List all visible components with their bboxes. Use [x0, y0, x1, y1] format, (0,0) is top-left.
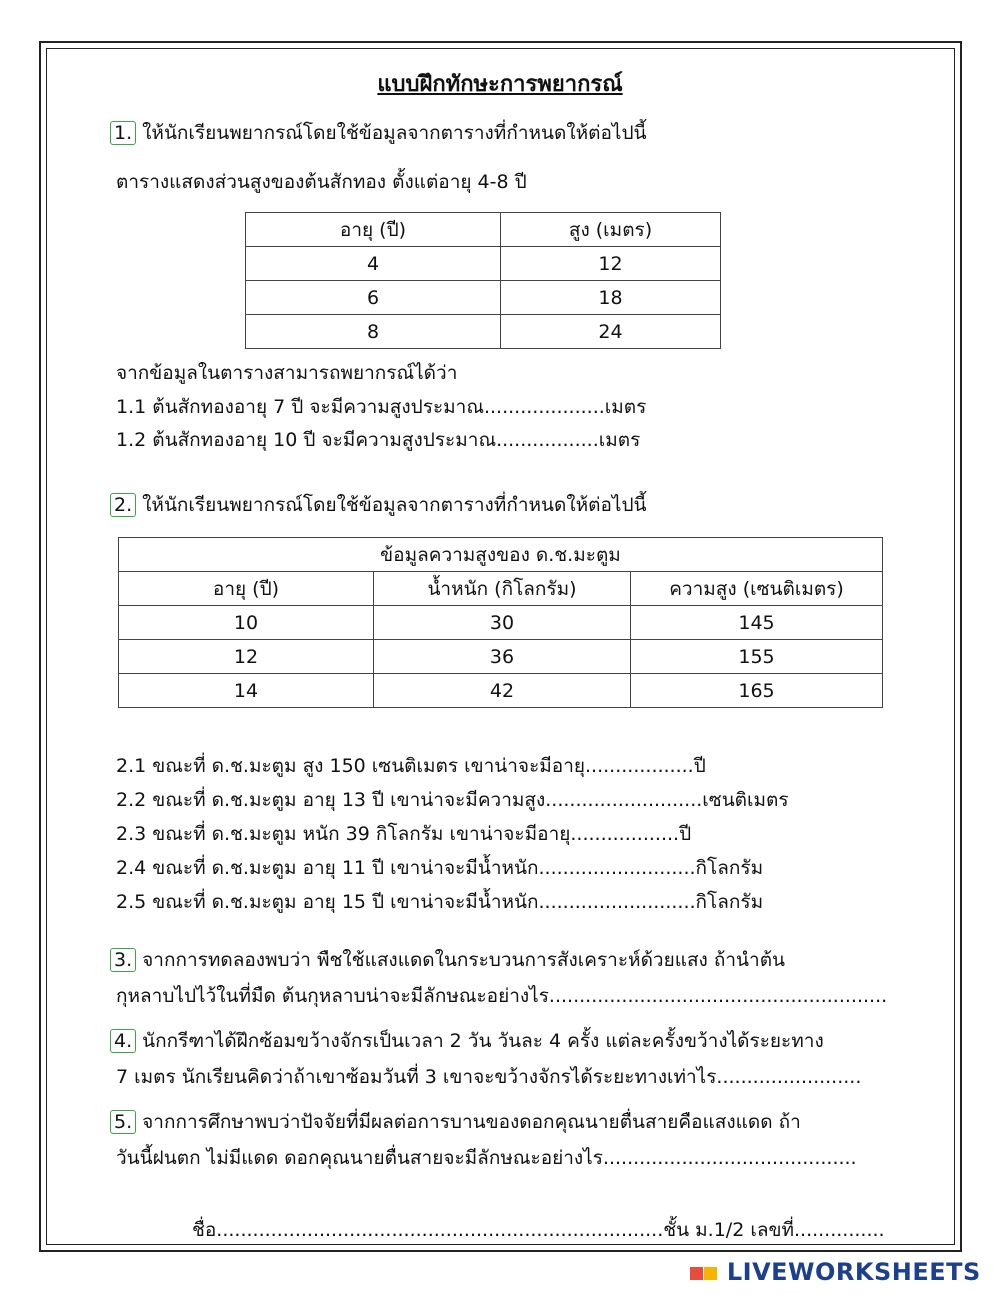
table-row: [119, 572, 883, 606]
table-row: [246, 213, 721, 247]
table-cell: 42: [374, 674, 631, 708]
table-cell: 12: [501, 247, 721, 281]
table-cell: 4: [246, 247, 501, 281]
table-header: อายุ (ปี): [246, 213, 501, 247]
q1-item-1[interactable]: 1.1 ต้นสักทองอายุ 7 ปี จะมีความสูงประมาณ....................เมตร: [116, 396, 647, 418]
q2-item-4[interactable]: 2.4 ขณะที่ ด.ช.มะตูม อายุ 11 ปี เขาน่าจะมีน้ำหนัก..........................กิโลกรัม: [116, 857, 764, 879]
q1-lead: จากข้อมูลในตารางสามารถพยากรณ์ได้ว่า: [116, 362, 458, 384]
table-row: [119, 538, 883, 572]
q1-table: [245, 212, 721, 349]
q3-line-1: 3. จากการทดลองพบว่า พืชใช้แสงแดดในกระบวนการสังเคราะห์ด้วยแสง ถ้านำต้น: [110, 948, 785, 972]
q4-line-1: 4. นักกรีฑาได้ฝึกซ้อมขว้างจักรเป็นเวลา 2 วัน วันละ 4 ครั้ง แต่ละครั้งขว้างได้ระยะทาง: [110, 1029, 824, 1053]
q2-table: [118, 537, 883, 708]
q4-number: 4.: [110, 1029, 136, 1053]
table-row: [246, 247, 721, 281]
table-cell: 8: [246, 315, 501, 349]
table-header: อายุ (ปี): [119, 572, 374, 606]
q3-number: 3.: [110, 948, 136, 972]
q3-line-2[interactable]: กุหลาบไปไว้ในที่มืด ต้นกุหลาบน่าจะมีลักษณะอย่างไร........................................................: [116, 985, 888, 1007]
table-cell: 165: [631, 674, 883, 708]
table-row: [246, 315, 721, 349]
brand-text: LIVEWORKSHEETS: [726, 1258, 981, 1286]
table-cell: 36: [374, 640, 631, 674]
q2-item-1[interactable]: 2.1 ขณะที่ ด.ช.มะตูม สูง 150 เซนติเมตร เขาน่าจะมีอายุ..................ปี: [116, 755, 706, 777]
liveworksheets-logo: [690, 1258, 981, 1286]
table-cell: 18: [501, 281, 721, 315]
table-header: น้ำหนัก (กิโลกรัม): [374, 572, 631, 606]
page-title: แบบฝึกทักษะการพยากรณ์: [377, 72, 623, 97]
table-header: สูง (เมตร): [501, 213, 721, 247]
table-row: [246, 281, 721, 315]
q4-line-2[interactable]: 7 เมตร นักเรียนคิดว่าถ้าเขาซ้อมวันที่ 3 เขาจะขว้างจักรได้ระยะทางเท่าไร........................: [116, 1066, 862, 1088]
q5-line-1: 5. จากการศึกษาพบว่าปัจจัยที่มีผลต่อการบานของดอกคุณนายตื่นสายคือแสงแดด ถ้า: [110, 1110, 801, 1134]
table-cell: 24: [501, 315, 721, 349]
table-cell: 14: [119, 674, 374, 708]
table-cell: 155: [631, 640, 883, 674]
table-cell: 6: [246, 281, 501, 315]
table-row: [119, 640, 883, 674]
table-header: ความสูง (เซนติเมตร): [631, 572, 883, 606]
table-title: ข้อมูลความสูงของ ด.ช.มะตูม: [119, 538, 883, 572]
q5-line-2[interactable]: วันนี้ฝนตก ไม่มีแดด ดอกคุณนายตื่นสายจะมีลักษณะอย่างไร..........................................: [116, 1147, 857, 1169]
q2-item-2[interactable]: 2.2 ขณะที่ ด.ช.มะตูม อายุ 13 ปี เขาน่าจะมีความสูง..........................เซนติเมตร: [116, 789, 789, 811]
q1-item-2[interactable]: 1.2 ต้นสักทองอายุ 10 ปี จะมีความสูงประมาณ.................เมตร: [116, 429, 641, 451]
table-cell: 12: [119, 640, 374, 674]
table-cell: 10: [119, 606, 374, 640]
q2-number: 2.: [110, 493, 136, 517]
student-info-line[interactable]: ชื่อ..........................................................................ชั้น ม.1/2 เลขที่...............: [192, 1219, 885, 1241]
table-row: [119, 606, 883, 640]
table-cell: 30: [374, 606, 631, 640]
q1-table-caption: ตารางแสดงส่วนสูงของต้นสักทอง ตั้งแต่อายุ 4-8 ปี: [116, 171, 527, 193]
brand-icon: [690, 1258, 727, 1286]
q2-instruction: 2. ให้นักเรียนพยากรณ์โดยใช้ข้อมูลจากตารางที่กำหนดให้ต่อไปนี้: [110, 493, 647, 517]
q1-instruction: 1. ให้นักเรียนพยากรณ์โดยใช้ข้อมูลจากตารางที่กำหนดให้ต่อไปนี้: [110, 121, 647, 145]
q5-number: 5.: [110, 1110, 136, 1134]
q1-number: 1.: [110, 121, 136, 145]
q2-item-3[interactable]: 2.3 ขณะที่ ด.ช.มะตูม หนัก 39 กิโลกรัม เขาน่าจะมีอายุ..................ปี: [116, 823, 692, 845]
table-row: [119, 674, 883, 708]
table-cell: 145: [631, 606, 883, 640]
q2-item-5[interactable]: 2.5 ขณะที่ ด.ช.มะตูม อายุ 15 ปี เขาน่าจะมีน้ำหนัก..........................กิโลกรัม: [116, 891, 764, 913]
